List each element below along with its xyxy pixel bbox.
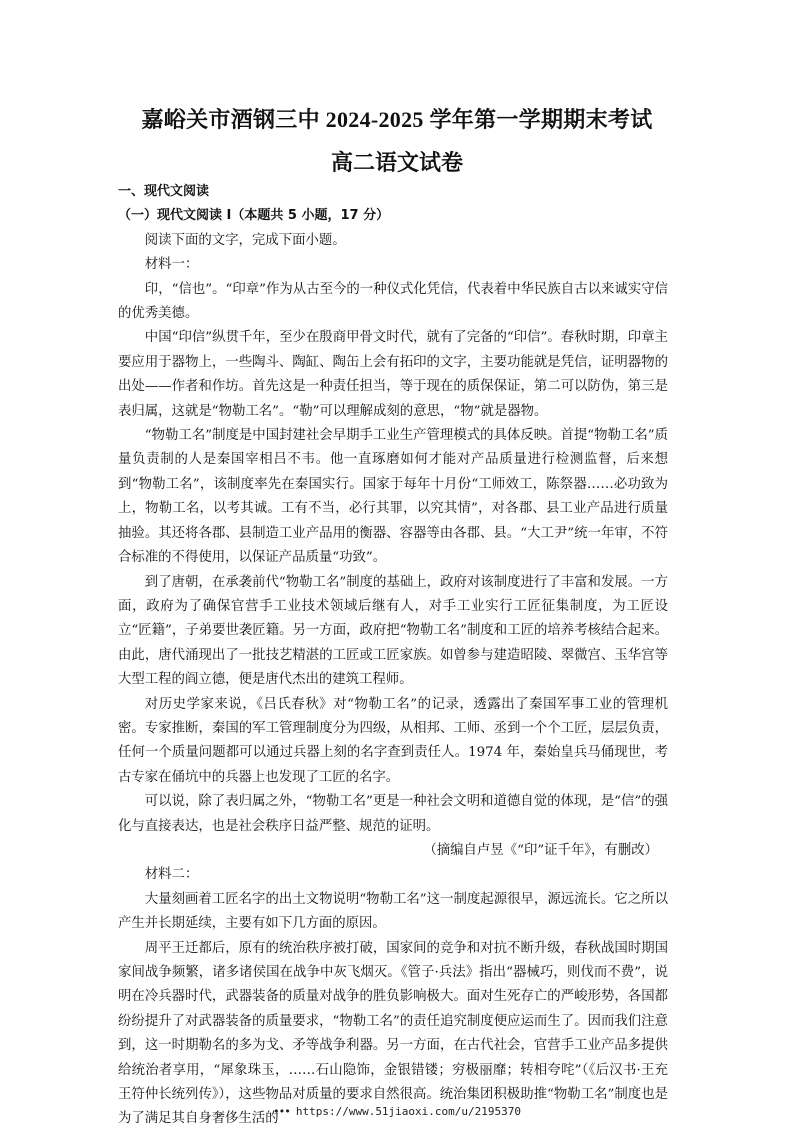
instruction-text: 阅读下面的文字，完成下面小题。 [144, 232, 346, 248]
footer-watermark [0, 1105, 794, 1118]
footer-dots: ••• [272, 1105, 290, 1118]
exam-title: 嘉峪关市酒钢三中 2024-2025 学年第一学期期末考试 [141, 107, 653, 132]
footer-url: https://www.51jiaoxi.com/u/2195370 [295, 1105, 522, 1118]
source-note: （摘编自卢昱《“印”证千年》，有删改） [423, 842, 658, 858]
paragraph: 对历史学家来说，《吕氏春秋》对“物勒工名”的记录，透露出了秦国军事工业的管理机密。专家推断，秦国的军工管理制度分为四级，从相邦、工师、丞到一个个工匠，层层负责，任何一个质量问题都可以通过兵器上刻的名字查到责任人。1974 年，秦始皇兵马俑现世，考古专家在俑坑中的兵器上也发现了工匠的名字。 [118, 696, 668, 785]
material-two-label: 材料二： [144, 867, 199, 883]
paragraph: 周平王迁都后，原有的统治秩序被打破，国家间的竞争和对抗不断升级，春秋战国时期国家间战争频繁，诸多诸侯国在战争中灰飞烟灭。《管子·兵法》指出“器械巧，则伐而不费”，说明在冷兵器时代，武器装备的质量对战争的胜负影响极大。面对生死存亡的严峻形势，各国都纷纷提升了对武器装备的质量要求，“物勒工名”的责任追究制度便应运而生了。因而我们注意到，这一时期勒名的多为戈、矛等战争利器。另一方面，在古代社会，官营手工业产品多提供给统治者享用，“犀象珠玉，……石山隐饰，金银错镂；穷极丽靡；转相夸咤”（《后汉书·王充王符仲长统列传》），这些物品对质量的要求自然很高。统治集团积极助推“物勒工名”制度也是为了满足其自身奢侈生活的 [118, 940, 668, 1127]
material-one-label: 材料一： [144, 257, 199, 273]
paragraph: 印，“信也”。“印章”作为从古至今的一种仪式化凭信，代表着中华民族自古以来诚实守信的优秀美德。 [118, 281, 668, 322]
exam-subtitle: 高二语文试卷 [330, 150, 463, 175]
paragraph: “物勒工名”制度是中国封建社会早期手工业生产管理模式的具体反映。首提“物勒工名”质量负责制的人是秦国宰相吕不韦。他一直琢磨如何才能对产品质量进行检测监督，后来想到“物勒工名”，该制度率先在秦国实行。国家于每年十月份“工师效工，陈祭器……必功致为上，物勒工名，以考其诚。工有不当，必行其罪，以究其情”，对各郡、县工业产品进行质量抽验。其还将各郡、县制造工业产品用的衡器、容器等由各郡、县。“大工尹”统一年审，不符合标准的不得使用，以保证产品质量“功致”。 [118, 428, 668, 566]
reading-body [118, 180, 668, 1132]
paragraph: 大量刻画着工匠名字的出土文物说明“物勒工名”这一制度起源很早，源远流长。它之所以产生并长期延续，主要有如下几方面的原因。 [118, 891, 668, 932]
subsection-heading: （一）现代文阅读 I（本题共 5 小题，17 分） [118, 208, 390, 224]
paragraph: 到了唐朝，在承袭前代“物勒工名”制度的基础上，政府对该制度进行了丰富和发展。一方面，政府为了确保官营手工业技术领域后继有人，对手工业实行工匠征集制度，为工匠设立“匠籍”，子弟要世袭匠籍。另一方面，政府把“物勒工名”制度和工匠的培养考核结合起来。由此，唐代涌现出了一批技艺精湛的工匠或工匠家族。如曾参与建造昭陵、翠微宫、玉华宫等大型工程的阎立德，便是唐代杰出的建筑工程师。 [118, 574, 668, 688]
paragraph: 中国“印信”纵贯千年，至少在殷商甲骨文时代，就有了完备的“印信”。春秋时期，印章主要应用于器物上，一些陶斗、陶缸、陶缶上会有拓印的文字，主要功能就是凭信，证明器物的出处——作者和作坊。首先这是一种责任担当，等于现在的质保保证，第二可以防伪，第三是表归属，这就是“物勒工名”。“勒”可以理解成刻的意思，“物”就是器物。 [118, 330, 668, 419]
paragraph: 可以说，除了表归属之外，“物勒工名”更是一种社会文明和道德自觉的体现，是“信”的强化与直接表达，也是社会秩序日益严整、规范的证明。 [118, 794, 668, 834]
section-heading: 一、现代文阅读 [118, 184, 210, 199]
